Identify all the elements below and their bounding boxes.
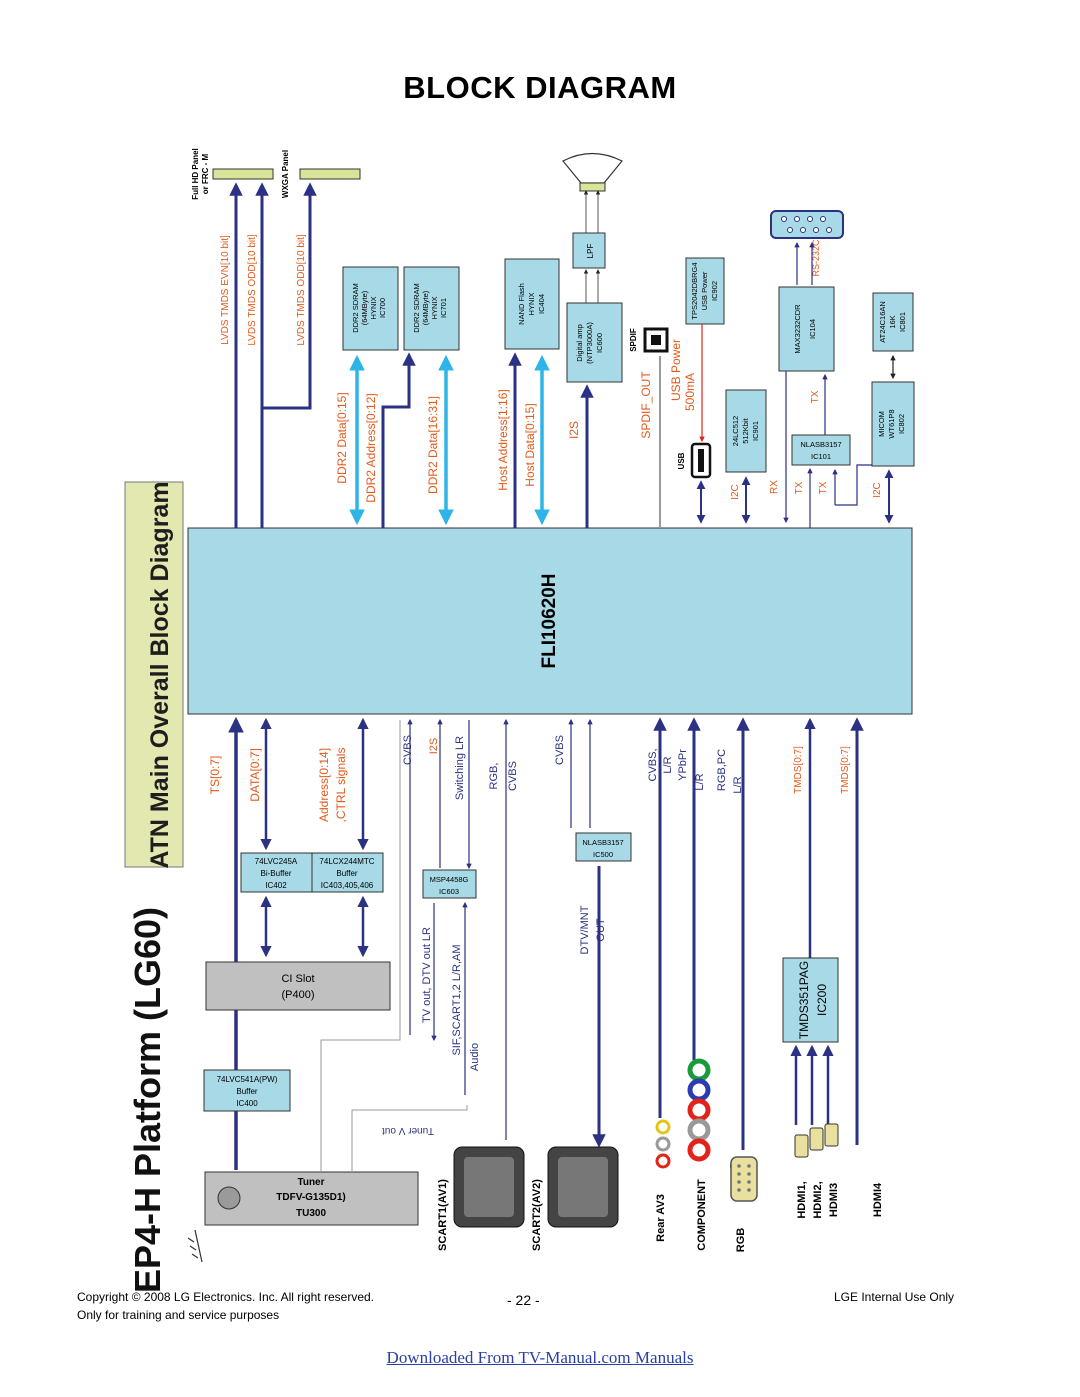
svg-text:NLASB3157: NLASB3157 [800,440,842,449]
scart2-label: SCART2(AV2) [531,1179,543,1251]
buffer-244-chip [312,853,383,892]
scart1-connector-icon [454,1147,524,1227]
fullhd-panel-label-2: or FRC - M [201,153,210,195]
rs232-connector-icon [771,211,843,238]
svg-text:IC400: IC400 [236,1099,258,1108]
sif-label-1: SIF,SCART1,2 L/R,AM [451,944,463,1056]
fullhd-panel-label: Full HD Panel [191,148,200,200]
switching-lr-label: Switching LR [454,735,466,801]
usb-power-chip [686,258,724,324]
dtv-mnt-label-1: DTV/MNT [579,905,591,955]
usb-icon-label: USB [677,452,686,470]
svg-text:NLASB3157: NLASB3157 [582,838,624,847]
rgbpc-label-2: L/R [732,776,744,794]
svg-text:TMDS351PAG: TMDS351PAG [797,960,811,1040]
rgb-vga-connector-icon [730,1157,757,1201]
lvds-odd-label-1: LVDS TMDS ODD[10 bit] [247,234,258,346]
rgb-cvbs-label-2: CVBS [507,761,519,791]
svg-text:IC603: IC603 [438,887,460,896]
svg-text:WT61P8: WT61P8 [887,409,896,439]
hdmi4-label: HDMI4 [872,1182,884,1218]
scart2-connector-icon [548,1147,618,1227]
soc-label: FLI10620H [539,573,560,669]
svg-text:Bi-Buffer: Bi-Buffer [260,869,292,878]
svg-text:24LC512: 24LC512 [731,415,740,447]
svg-text:AT24C16AN: AT24C16AN [878,301,887,343]
i2c-label-2: I2C [872,482,883,498]
svg-text:DDR2 SDRAM: DDR2 SDRAM [351,283,360,333]
ddr-chip-1 [343,267,398,350]
tx-label-3: TX [818,481,829,495]
usb-icon [692,444,710,477]
svg-text:(NTP3000A): (NTP3000A) [585,322,594,364]
svg-text:Tuner: Tuner [297,1177,325,1188]
rgbpc-label-1: RGB,PC [716,748,728,792]
svg-text:16K: 16K [888,315,897,329]
hdmi3-label: HDMI3 [828,1182,840,1218]
svg-text:74LVC245A: 74LVC245A [254,857,298,866]
svg-text:74LCX244MTC: 74LCX244MTC [319,857,375,866]
svg-text:IC404: IC404 [537,293,546,315]
i2c-label-1: I2C [730,484,741,500]
tuner-v-out-line [321,720,400,1172]
svg-text:CI Slot: CI Slot [281,973,315,985]
nand-chip [505,259,559,349]
svg-text:IC801: IC801 [898,311,907,333]
eeprom-chip [726,390,766,472]
svg-text:TDFV-G135D1): TDFV-G135D1) [276,1192,346,1203]
ddr-data2-label: DDR2 Data[16:31] [426,395,440,495]
svg-text:LPF: LPF [586,243,595,259]
tx-label-2: TX [794,481,805,495]
dtv-mnt-label-2: OUT [595,918,607,942]
svg-text:Buffer: Buffer [236,1087,258,1096]
wxga-panel [300,169,360,179]
lr-label: L/R [694,773,706,791]
svg-text:TU300: TU300 [295,1208,327,1219]
svg-text:MAX3232CDR: MAX3232CDR [793,304,802,354]
cvbs-label-2: CVBS [554,735,566,765]
tuner-block [205,1172,418,1225]
svg-text:MSP4458G: MSP4458G [429,875,469,884]
svg-text:74LVC541A(PW): 74LVC541A(PW) [216,1075,278,1084]
svg-text:IC403,405,406: IC403,405,406 [320,881,374,890]
spdif-icon [645,329,667,351]
data-bus-label: DATA[0:7] [248,748,262,802]
comp-label-2: L/R [662,756,674,774]
address-label-1: Address[0:14] [317,747,331,823]
usb-ma-label: 500mA [683,372,697,412]
svg-text:HYNIX: HYNIX [369,296,378,320]
usb-power-label: USB Power [669,338,683,402]
cvbs-label-1: CVBS [402,735,414,765]
rx-label: RX [769,480,780,494]
component-label: COMPONENT [696,1179,708,1251]
comp-label-3: YPbPr [677,749,689,781]
fullhd-panel [213,169,273,179]
tv-out-label: TV out, DTV out LR [421,927,433,1023]
host-data-label: Host Data[0:15] [523,403,537,487]
nlasb3157-ic101 [792,435,850,465]
svg-text:HYNIX: HYNIX [430,296,439,320]
host-addr-label: Host Address[1:16] [496,389,510,491]
msp4458g-chip [423,870,476,898]
rear-av-label: Rear AV3 [655,1194,667,1242]
side-main-title: EP4-H Platform (LG60) [127,906,168,1294]
svg-text:(64MByte): (64MByte) [360,290,369,326]
svg-text:IC500: IC500 [592,850,614,859]
scart1-label: SCART1(AV1) [437,1179,449,1251]
svg-text:IC901: IC901 [751,420,760,442]
hdmi2-label: HDMI2, [812,1181,824,1219]
nlasb3157-ic500 [576,833,631,861]
rs232-label: RS-232C [811,239,821,277]
speaker-icon [563,154,622,192]
ddr-chip-2 [404,267,459,350]
svg-text:TPS2042DBRG4: TPS2042DBRG4 [690,262,699,320]
i2s-bottom-label: I2S [428,737,440,755]
buffer-245-chip [241,853,312,892]
page-title: BLOCK DIAGRAM [403,70,677,105]
rgb-cvbs-label-1: RGB, [488,762,500,790]
svg-text:IC600: IC600 [595,332,604,354]
lvds-evn-label: LVDS TMDS EVN[10 bit] [220,235,231,345]
svg-text:IC402: IC402 [265,881,287,890]
amp-chip [567,303,622,382]
ts-label: TS[0:7] [208,755,222,795]
ddr-data1-label: DDR2 Data[0:15] [335,392,349,484]
micom-chip [872,382,914,466]
tuner-v-out-label: Tuner V out [382,1125,434,1136]
hdmi1-label: HDMI1, [796,1181,808,1219]
svg-text:IC802: IC802 [897,413,906,435]
comp-label-1: CVBS, [647,748,659,782]
svg-text:NAND Flash: NAND Flash [517,283,526,325]
svg-text:IC701: IC701 [439,297,448,319]
svg-text:Buffer: Buffer [336,869,358,878]
sif-label-2: Audio [469,1042,481,1072]
tmds-label-1: TMDS[0:7] [793,746,804,794]
ddr-addr-bus [383,355,409,528]
copyright-icon: © [131,1290,141,1304]
copyright-line: Copyright © 2008 LG Electronics. Inc. All right reserved. [77,1290,374,1304]
download-link[interactable]: Downloaded From TV-Manual.com Manuals [386,1348,694,1367]
rgb-label: RGB [735,1227,747,1253]
tmds351-chip [783,958,838,1042]
address-label-2: ,CTRL signals [334,747,348,823]
tmds-label-2: TMDS[0:7] [840,746,851,794]
training-note: Only for training and service purposes [77,1308,280,1322]
svg-text:DDR2 SDRAM: DDR2 SDRAM [412,283,421,333]
svg-text:IC200: IC200 [815,983,829,1017]
hdmi-connector-icons [795,1124,838,1157]
rear-av-jack-icons [657,1121,669,1167]
svg-text:Digital amp: Digital amp [575,324,584,362]
internal-use-note: LGE Internal Use Only [834,1290,955,1304]
svg-text:IC902: IC902 [710,280,719,302]
spdif-out-label: SPDIF_OUT [639,371,653,439]
page-number: - 22 - [507,1292,540,1308]
svg-text:512Kbit: 512Kbit [741,418,750,444]
tx-label-1: TX [810,390,821,404]
lpf-block [573,233,605,268]
ddr-addr-label: DDR2 Address[0:12] [364,393,378,503]
i2s-top-label: I2S [567,420,581,440]
svg-text:HYNIX: HYNIX [527,292,536,316]
side-subtitle: ATN Main Overall Block Diagram [146,481,174,869]
antenna-icon [188,1230,202,1262]
ci-slot [206,962,390,1010]
svg-text:MICOM: MICOM [877,411,886,437]
svg-text:(64MByte): (64MByte) [421,290,430,326]
component-jack-icons [690,1061,708,1159]
svg-text:IC700: IC700 [378,297,387,319]
svg-text:IC101: IC101 [810,452,832,461]
buffer-541-chip [204,1070,290,1111]
side-title-band [125,481,183,868]
wxga-panel-label: WXGA Panel [281,149,290,199]
lvds-odd-label-2: LVDS TMDS ODD[10 bit] [296,234,307,346]
spdif-icon-label: SPDIF [629,328,638,352]
max3232-chip [779,287,834,371]
at24c16-chip [873,293,913,351]
svg-text:IC104: IC104 [808,318,817,340]
svg-text:(P400): (P400) [281,989,315,1001]
svg-text:USB Power: USB Power [700,271,709,311]
